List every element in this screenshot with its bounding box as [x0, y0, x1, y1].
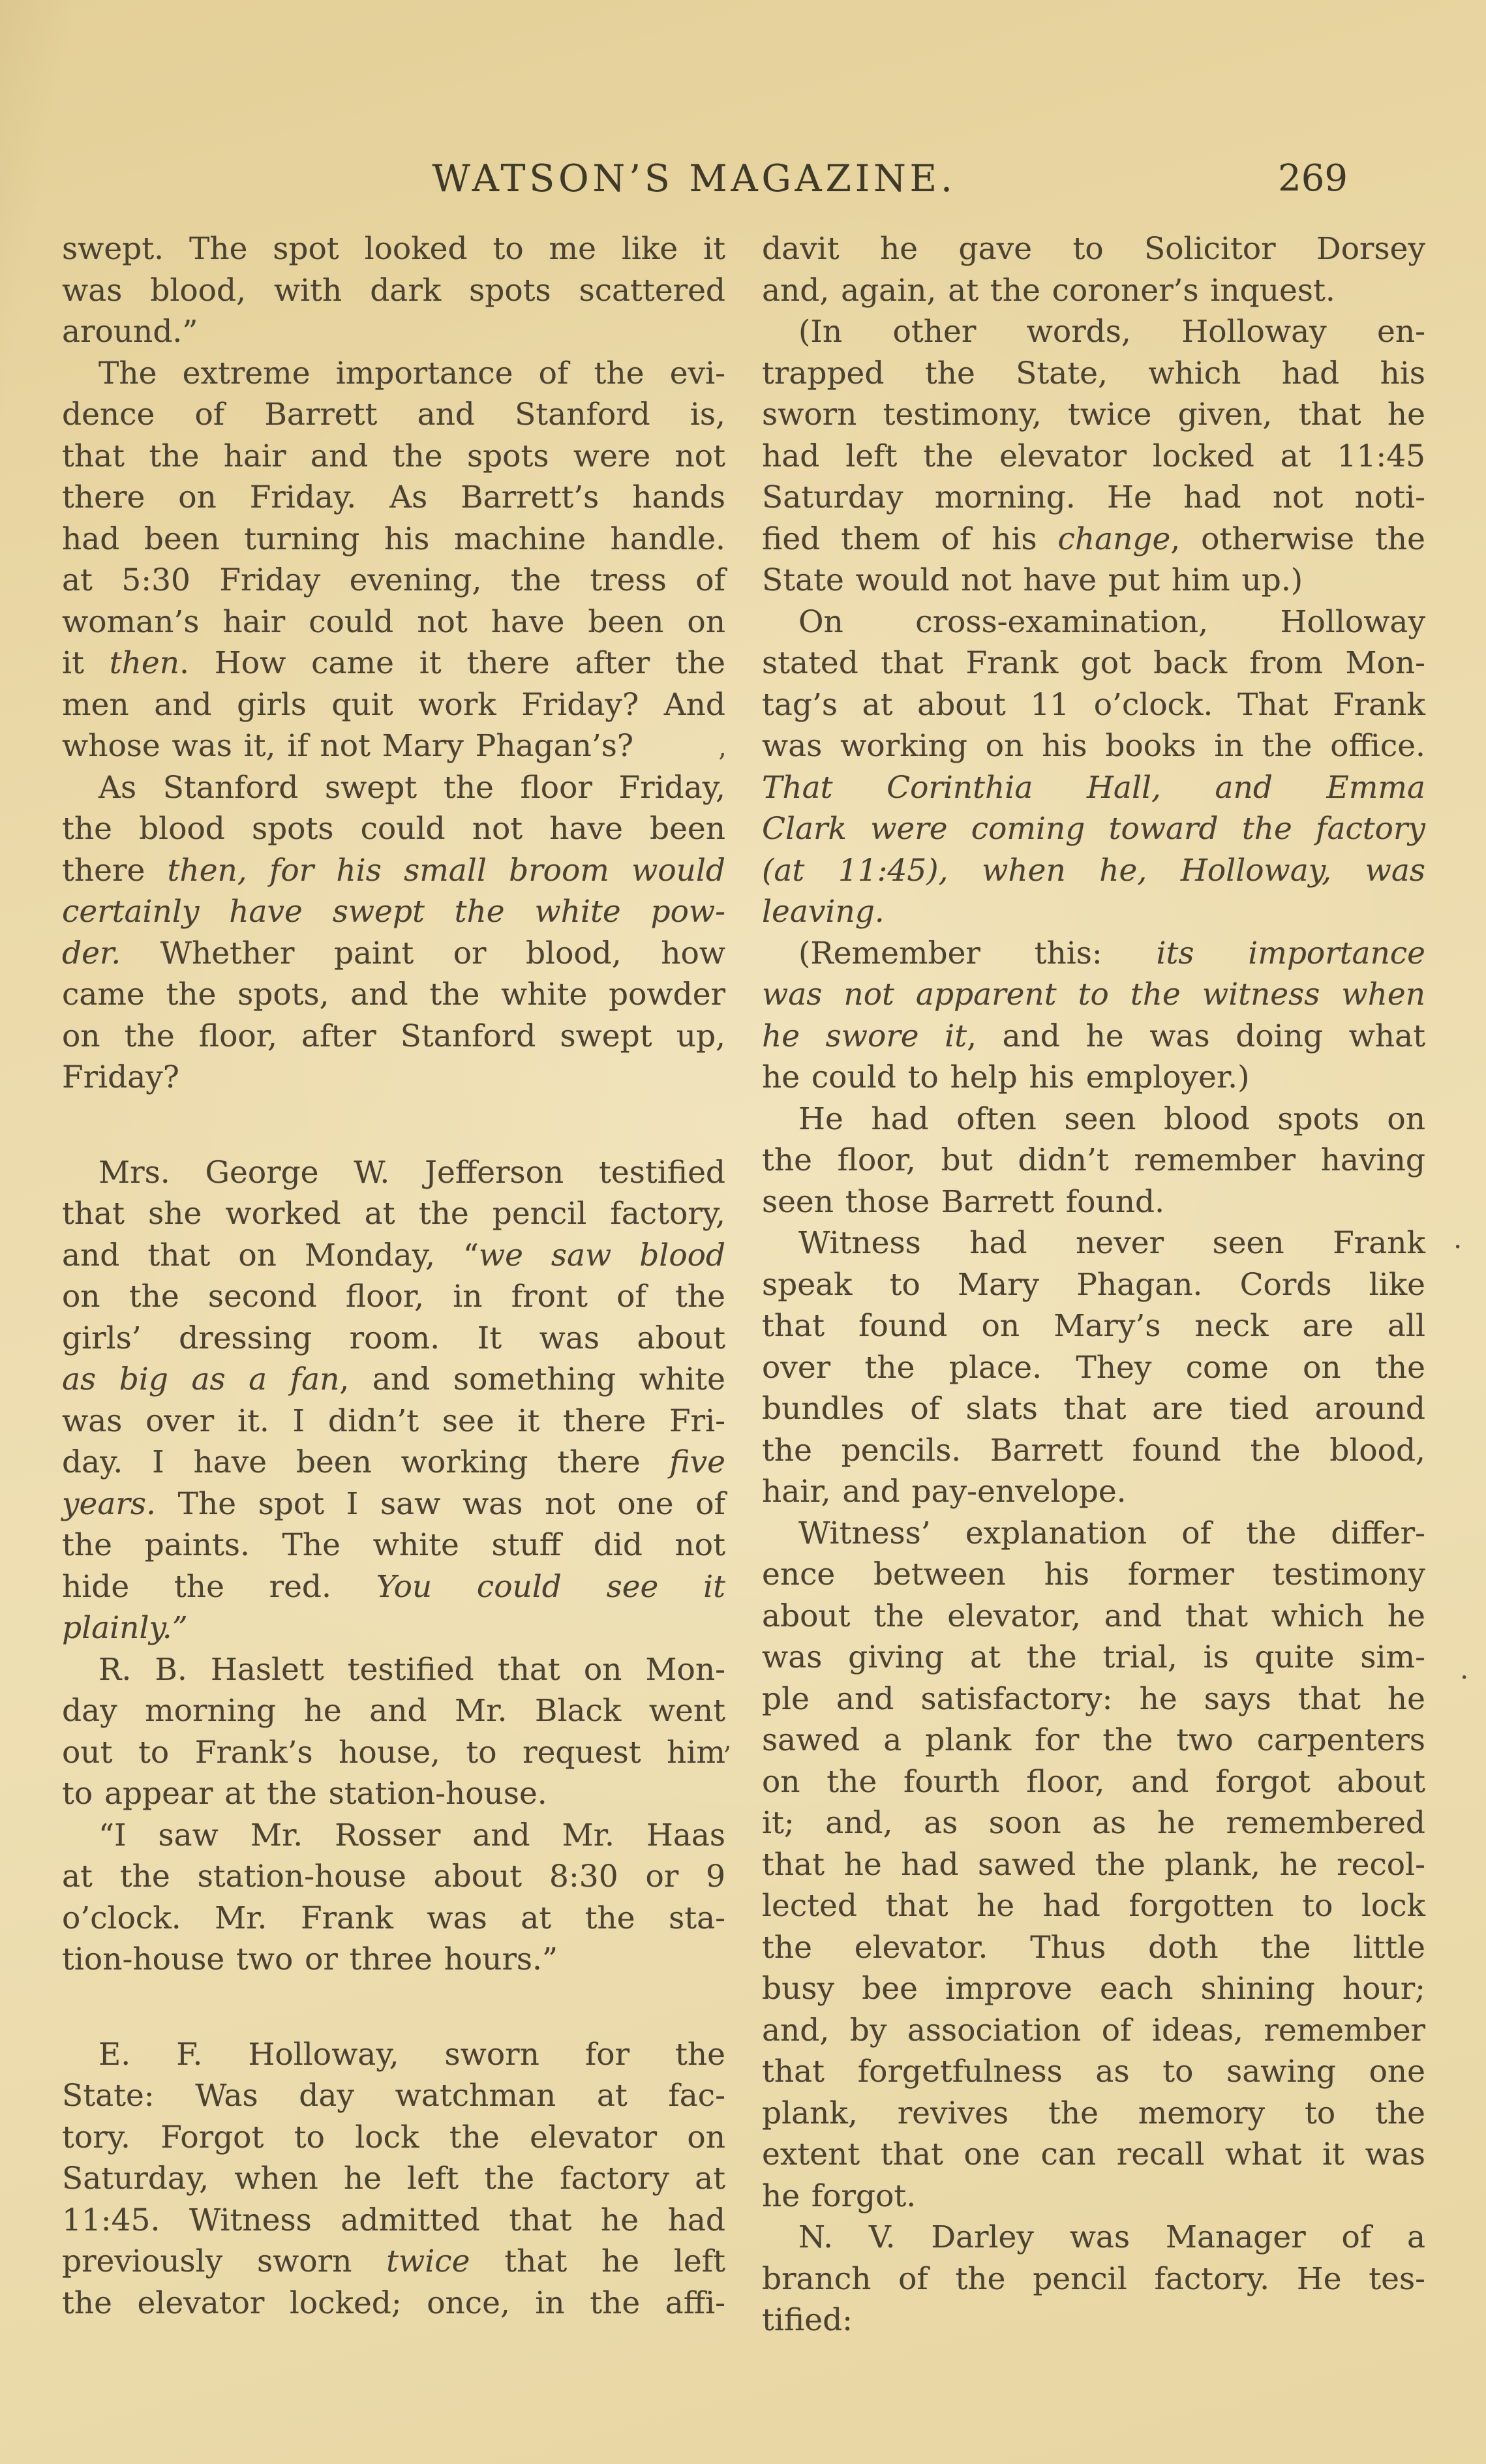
text-line: [762, 1554, 1425, 1596]
text-segment: tory. Forgot to lock the elevator on: [62, 2119, 725, 2155]
text-segment: at the station-house about 8:30 or 9: [62, 1859, 725, 1894]
text-segment: State: Was day watchman at fac-: [62, 2078, 725, 2114]
text-segment: bundles of slats that are tied around: [762, 1391, 1425, 1427]
text-line: [62, 1235, 725, 1277]
italic-text-segment: was not apparent to the witness when: [762, 977, 1425, 1012]
text-segment: , and something white: [339, 1361, 725, 1397]
text-line: [762, 1140, 1425, 1181]
italic-text-segment: certainly have swept the white pow-: [62, 894, 725, 930]
text-segment: had left the elevator locked at 11:45: [762, 438, 1425, 474]
text-segment: the pencils. Barrett found the blood,: [762, 1432, 1425, 1468]
text-line: [762, 394, 1425, 436]
page-number: 269: [1278, 157, 1348, 200]
text-segment: speak to Mary Phagan. Cords like: [762, 1266, 1425, 1303]
text-segment: there: [62, 852, 168, 889]
text-segment: hair, and pay-envelope.: [762, 1474, 1127, 1510]
text-segment: R. B. Haslett testified that on Mon-: [99, 1651, 725, 1688]
paragraph: [762, 1099, 1425, 1223]
text-segment: on the floor, after Stanford swept up,: [62, 1018, 725, 1054]
text-segment: plank, revives the memory to the: [762, 2095, 1425, 2131]
italic-text-segment: That Corinthia Hall, and Emma: [762, 769, 1425, 806]
text-segment: was blood, with dark spots scattered: [62, 272, 725, 309]
text-segment: He had often seen blood spots on: [798, 1101, 1425, 1137]
text-line: [762, 1347, 1425, 1389]
paragraph: [762, 601, 1425, 933]
text-line: [62, 974, 725, 1016]
text-line: [62, 2200, 725, 2242]
italic-text-segment: You could see it: [376, 1568, 726, 1605]
italic-text-segment: der.: [62, 935, 121, 971]
text-line: [62, 1442, 725, 1483]
text-segment: ence between his former testimony: [762, 1557, 1425, 1592]
text-line: [762, 2134, 1425, 2176]
text-segment: (In other words, Holloway en-: [798, 314, 1425, 350]
text-segment: extent that one can recall what it was: [762, 2137, 1425, 2172]
text-line: [762, 1596, 1425, 1637]
text-segment: Saturday morning. He had not noti-: [762, 479, 1425, 515]
text-line: [762, 1057, 1425, 1099]
text-line: [762, 1099, 1425, 1140]
text-segment: Saturday, when he left the factory at: [62, 2161, 725, 2197]
text-line: [62, 1016, 725, 1057]
text-line: [762, 1430, 1425, 1472]
italic-text-segment: as big as a fan: [62, 1361, 340, 1397]
text-line: [62, 311, 725, 353]
text-line: [762, 2010, 1425, 2052]
paragraph: [62, 353, 725, 767]
text-line: [762, 725, 1425, 767]
text-segment: was giving at the trial, is quite sim-: [762, 1639, 1425, 1675]
scan-speck: ’: [723, 1741, 732, 1772]
text-segment: the blood spots could not have been: [62, 811, 725, 847]
text-line: [62, 1649, 725, 1691]
text-line: [62, 767, 725, 809]
paragraph: [62, 767, 725, 1099]
scan-speck: .: [1460, 1653, 1469, 1685]
italic-text-segment: he swore it: [762, 1018, 967, 1054]
text-line: [762, 2051, 1425, 2093]
text-line: [62, 2158, 725, 2200]
text-line: [762, 270, 1425, 312]
text-segment: ple and satisfactory: he says that he: [762, 1681, 1425, 1717]
text-line: [762, 1305, 1425, 1347]
paragraph: [62, 1815, 725, 1981]
text-segment: busy bee improve each shining hour;: [762, 1971, 1425, 2007]
magazine-title: WATSON’S MAGAZINE.: [432, 157, 956, 200]
text-segment: As Stanford swept the floor Friday,: [99, 769, 725, 806]
text-line: [762, 1223, 1425, 1264]
text-segment: The spot I saw was not one of: [155, 1485, 725, 1522]
text-line: [762, 850, 1425, 892]
text-segment: he could to help his employer.): [762, 1059, 1250, 1095]
text-segment: sworn testimony, twice given, that he: [762, 397, 1425, 433]
text-segment: The extreme importance of the evi-: [99, 355, 725, 391]
text-line: [62, 1525, 725, 1566]
text-segment: trapped the State, which had his: [762, 355, 1425, 391]
text-line: [762, 436, 1425, 478]
text-line: [762, 974, 1425, 1016]
text-segment: and, again, at the coroner’s inquest.: [762, 272, 1335, 309]
text-segment: Mrs. George W. Jefferson testified: [99, 1154, 725, 1191]
text-line: [62, 1193, 725, 1235]
text-line: [762, 767, 1425, 809]
text-segment: davit he gave to Solicitor Dorsey: [762, 231, 1425, 267]
text-line: [62, 1690, 725, 1732]
text-segment: was over it. I didn’t see it there Fri-: [62, 1403, 725, 1439]
text-line: [62, 394, 725, 436]
text-line: [762, 1679, 1425, 1720]
text-line: [62, 2075, 725, 2117]
text-line: [62, 2117, 725, 2159]
text-segment: he forgot.: [762, 2178, 917, 2214]
text-line: [62, 1773, 725, 1815]
left-column: [62, 228, 725, 2341]
text-line: [762, 1885, 1425, 1927]
text-segment: . How came it there after the: [179, 645, 725, 681]
text-segment: State would not have put him up.): [762, 562, 1303, 598]
text-line: [762, 1016, 1425, 1057]
text-segment: Whether paint or blood, how: [121, 935, 725, 971]
text-segment: o’clock. Mr. Frank was at the sta-: [62, 1900, 725, 1936]
text-line: [62, 684, 725, 726]
text-line: [62, 725, 725, 767]
text-segment: and that on Monday, “: [62, 1237, 479, 1273]
italic-text-segment: we saw blood: [478, 1237, 725, 1273]
text-line: [762, 228, 1425, 270]
italic-text-segment: (at 11:45), when he, Holloway, was: [762, 852, 1425, 889]
text-line: [62, 1483, 725, 1525]
scan-speck: ’: [718, 748, 727, 780]
text-line: [62, 1359, 725, 1401]
paragraph: [762, 311, 1425, 601]
text-line: [762, 2217, 1425, 2259]
text-line: [62, 808, 725, 850]
text-segment: on the fourth floor, and forgot about: [762, 1763, 1425, 1800]
italic-text-segment: plainly.”: [62, 1610, 188, 1646]
text-line: [762, 1471, 1425, 1513]
italic-text-segment: twice: [386, 2243, 470, 2279]
text-line: [762, 1802, 1425, 1844]
paragraph: [762, 2217, 1425, 2341]
text-line: [762, 1927, 1425, 1969]
text-segment: day morning he and Mr. Black went: [62, 1693, 725, 1729]
text-line: [762, 643, 1425, 684]
text-segment: lected that he had forgotten to lock: [762, 1888, 1425, 1924]
text-line: [62, 933, 725, 975]
text-line: [762, 2093, 1425, 2135]
text-segment: that the hair and the spots were not: [62, 438, 725, 474]
text-columns: [62, 228, 1425, 2341]
italic-text-segment: Clark were coming toward the factory: [762, 811, 1425, 847]
text-line: [762, 2176, 1425, 2217]
text-line: [762, 519, 1425, 560]
text-line: [762, 2259, 1425, 2300]
text-segment: it; and, as soon as he remembered: [762, 1805, 1425, 1841]
text-segment: dence of Barrett and Stanford is,: [62, 397, 725, 433]
text-segment: came the spots, and the white powder: [62, 977, 725, 1012]
text-line: [62, 477, 725, 519]
text-line: [62, 1856, 725, 1898]
text-line: [62, 891, 725, 933]
italic-text-segment: leaving.: [762, 894, 885, 930]
text-segment: out to Frank’s house, to request him: [62, 1734, 725, 1771]
text-segment: E. F. Holloway, sworn for the: [99, 2036, 725, 2073]
text-segment: about the elevator, and that which he: [762, 1598, 1425, 1634]
text-line: [762, 1181, 1425, 1223]
text-segment: around.”: [62, 314, 198, 350]
text-segment: tion-house two or three hours.”: [62, 1941, 558, 1977]
paragraph: [62, 228, 725, 353]
text-line: [62, 850, 725, 892]
text-line: [762, 353, 1425, 395]
text-segment: branch of the pencil factory. He tes-: [762, 2260, 1425, 2297]
text-line: [62, 1401, 725, 1442]
text-line: [762, 1637, 1425, 1679]
text-segment: that forgetfulness as to sawing one: [762, 2054, 1425, 2090]
text-segment: the elevator locked; once, in the affi-: [62, 2285, 725, 2321]
text-segment: that she worked at the pencil factory,: [62, 1196, 725, 1232]
text-segment: day. I have been working there: [62, 1444, 670, 1480]
paragraph: [62, 2034, 725, 2324]
text-segment: , otherwise the: [1170, 521, 1425, 557]
text-line: [62, 2034, 725, 2076]
text-line: [762, 933, 1425, 975]
scan-speck: .: [1453, 1223, 1463, 1255]
text-segment: whose was it, if not Mary Phagan’s?: [62, 728, 634, 764]
text-segment: 11:45. Witness admitted that he had: [62, 2202, 725, 2238]
text-line: [762, 311, 1425, 353]
paragraph: [762, 1513, 1425, 2217]
text-segment: and, by association of ideas, remember: [762, 2012, 1425, 2048]
italic-text-segment: its importance: [1156, 935, 1425, 971]
text-segment: girls’ dressing room. It was about: [62, 1320, 725, 1356]
text-segment: N. V. Darley was Manager of a: [798, 2219, 1425, 2255]
paragraph: [62, 1649, 725, 1815]
text-line: [762, 1968, 1425, 2010]
text-line: [762, 1513, 1425, 1555]
text-line: [62, 519, 725, 560]
text-segment: the floor, but didn’t remember having: [762, 1142, 1425, 1178]
right-column: [762, 228, 1425, 2341]
italic-text-segment: five: [669, 1444, 725, 1480]
text-segment: there on Friday. As Barrett’s hands: [62, 479, 725, 515]
italic-text-segment: then, for his small broom would: [167, 852, 726, 889]
text-line: [762, 601, 1425, 643]
text-segment: Witness’ explanation of the differ-: [798, 1515, 1425, 1551]
text-segment: tified:: [762, 2302, 853, 2338]
paragraph: [762, 1223, 1425, 1513]
text-segment: was working on his books in the office.: [762, 728, 1425, 764]
text-line: [62, 2283, 725, 2324]
text-segment: (Remember this:: [798, 935, 1157, 971]
text-line: [762, 1264, 1425, 1306]
text-line: [62, 643, 725, 684]
text-segment: that found on Mary’s neck are all: [762, 1308, 1425, 1344]
italic-text-segment: change: [1057, 521, 1171, 557]
text-line: [62, 1566, 725, 1608]
text-line: [762, 1761, 1425, 1803]
text-line: [62, 560, 725, 601]
text-segment: the paints. The white stuff did not: [62, 1527, 725, 1563]
text-segment: seen those Barrett found.: [762, 1183, 1165, 1220]
text-segment: , and he was doing what: [967, 1018, 1425, 1054]
text-line: [762, 684, 1425, 726]
text-line: [62, 601, 725, 643]
text-line: [762, 560, 1425, 601]
text-segment: Witness had never seen Frank: [798, 1225, 1425, 1261]
text-line: [762, 1844, 1425, 1886]
text-segment: to appear at the station-house.: [62, 1776, 547, 1812]
text-line: [62, 1815, 725, 1857]
text-line: [62, 1152, 725, 1194]
text-segment: at 5:30 Friday evening, the tress of: [62, 562, 725, 598]
text-segment: On cross-examination, Holloway: [798, 603, 1425, 640]
text-segment: over the place. They come on the: [762, 1349, 1425, 1386]
paragraph: [762, 933, 1425, 1099]
text-line: [62, 1276, 725, 1318]
text-segment: hide the red.: [62, 1568, 376, 1605]
text-segment: that he left: [470, 2243, 725, 2279]
paragraph: [762, 228, 1425, 311]
italic-text-segment: then: [109, 645, 180, 681]
text-segment: “I saw Mr. Rosser and Mr. Haas: [99, 1817, 725, 1853]
text-line: [62, 436, 725, 478]
text-segment: it: [62, 645, 110, 681]
text-line: [62, 2241, 725, 2283]
text-segment: on the second floor, in front of the: [62, 1279, 725, 1315]
paragraph: [62, 1152, 725, 1649]
text-line: [762, 1388, 1425, 1430]
text-line: [62, 270, 725, 312]
text-line: [62, 1939, 725, 1981]
text-segment: stated that Frank got back from Mon-: [762, 645, 1425, 681]
text-line: [62, 228, 725, 270]
text-line: [62, 353, 725, 395]
text-line: [762, 2300, 1425, 2341]
text-segment: previously sworn: [62, 2243, 387, 2279]
italic-text-segment: years.: [62, 1485, 156, 1522]
text-line: [62, 1057, 725, 1099]
text-segment: that he had sawed the plank, he recol-: [762, 1846, 1425, 1883]
text-segment: had been turning his machine handle.: [62, 521, 725, 557]
text-line: [762, 891, 1425, 933]
text-line: [62, 1318, 725, 1360]
text-segment: fied them of his: [762, 521, 1058, 557]
text-line: [62, 1732, 725, 1774]
text-segment: sawed a plank for the two carpenters: [762, 1722, 1425, 1758]
text-line: [62, 1898, 725, 1939]
text-segment: swept. The spot looked to me like it: [62, 231, 725, 267]
text-segment: the elevator. Thus doth the little: [762, 1929, 1425, 1966]
text-segment: woman’s hair could not have been on: [62, 603, 725, 640]
text-segment: tag’s at about 11 o’clock. That Frank: [762, 686, 1425, 723]
text-segment: Friday?: [62, 1059, 179, 1095]
text-line: [62, 1607, 725, 1649]
text-segment: men and girls quit work Friday? And: [62, 686, 725, 723]
text-line: [762, 477, 1425, 519]
text-line: [762, 808, 1425, 850]
text-line: [762, 1720, 1425, 1761]
